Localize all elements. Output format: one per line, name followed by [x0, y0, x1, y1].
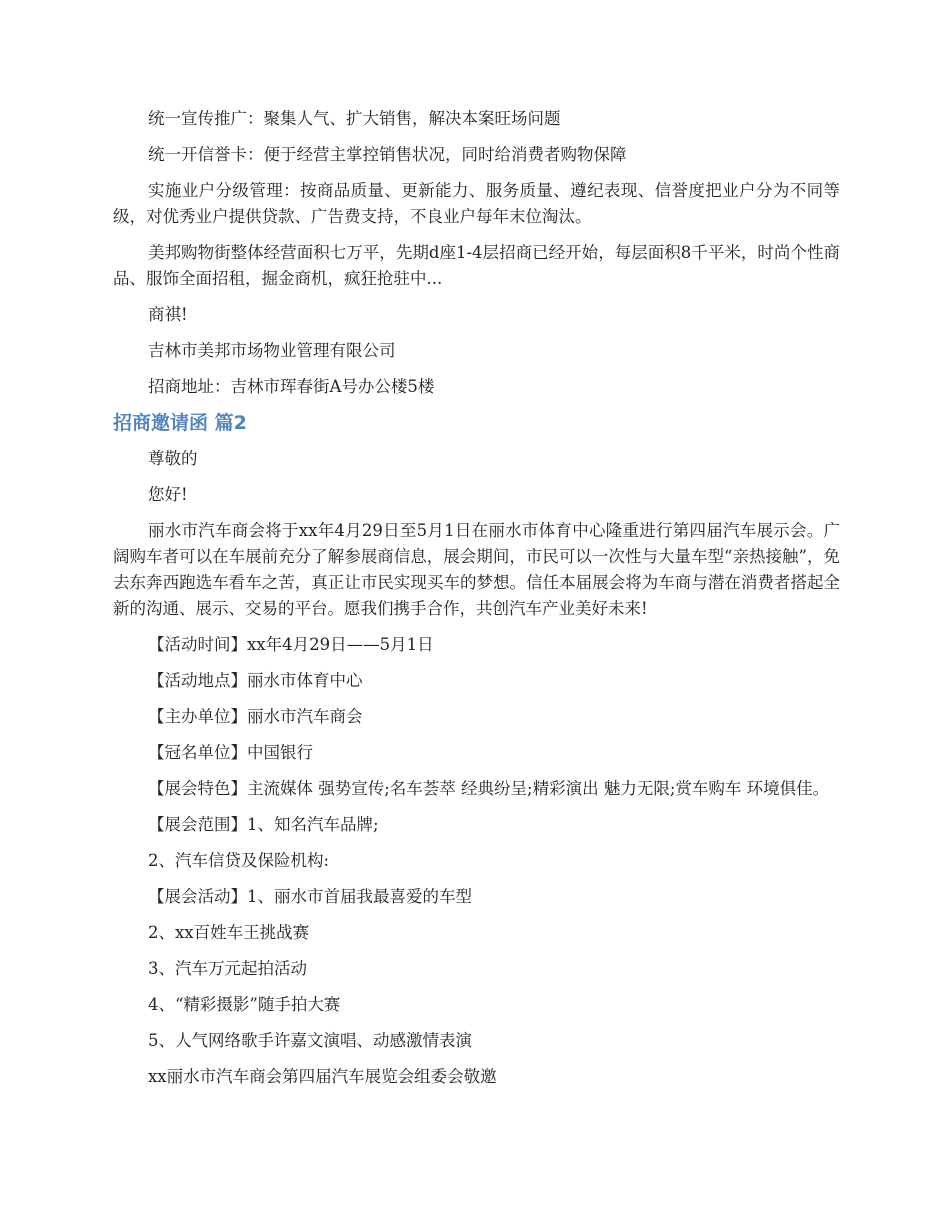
paragraph-title-sponsor: 【冠名单位】中国银行 [148, 743, 313, 762]
paragraph-scope-2: 2、汽车信贷及保险机构: [148, 851, 330, 870]
paragraph-greeting: 您好! [148, 485, 188, 504]
paragraph-activity-5: 5、人气网络歌手许嘉文演唱、动感激情表演 [148, 1031, 472, 1050]
paragraph-organizer: 【主办单位】丽水市汽车商会 [148, 707, 363, 726]
paragraph-credit-card: 统一开信誉卡：便于经营主掌控销售状况，同时给消费者购物保障 [148, 145, 627, 164]
paragraph-activity-2: 2、xx百姓车王挑战赛 [148, 923, 310, 942]
paragraph-scope-1: 【展会范围】1、知名汽车品牌; [148, 815, 379, 834]
paragraph-signature: xx丽水市汽车商会第四届汽车展览会组委会敬邀 [148, 1067, 497, 1086]
paragraph-activity-1: 【展会活动】1、丽水市首届我最喜爱的车型 [148, 887, 472, 906]
paragraph-salutation: 尊敬的 [148, 449, 198, 468]
paragraph-intro: 丽水市汽车商会将于xx年4月29日至5月1日在丽水市体育中心隆重进行第四届汽车展示会。广阔购车者可以在车展前充分了解参展商信息，展会期间，市民可以一次性与大量车型“亲热接触”，免去东奔西跑选车看车之苦，真正让市民实现买车的梦想。信任本届展会将为车商与潜在消费者搭起全新的沟通、展示、交易的平台。愿我们携手合作，共创汽车产业美好未来! [113, 521, 840, 618]
paragraph-features: 【展会特色】主流媒体 强势宣传;名车荟萃 经典纷呈;精彩演出 魅力无限;赏车购车 环境俱佳。 [148, 779, 830, 798]
document-page [113, 106, 840, 1100]
paragraph-event-time: 【活动时间】xx年4月29日——5月1日 [148, 635, 434, 654]
paragraph-activity-3: 3、汽车万元起拍活动 [148, 959, 307, 978]
paragraph-tenant-grading: 实施业户分级管理：按商品质量、更新能力、服务质量、遵纪表现、信誉度把业户分为不同等级，对优秀业户提供贷款、广告费支持，不良业户每年末位淘汰。 [113, 181, 840, 226]
paragraph-address: 招商地址：吉林市珲春街A号办公楼5楼 [148, 377, 435, 396]
paragraph-company-name: 吉林市美邦市场物业管理有限公司 [148, 341, 396, 360]
paragraph-regards: 商祺! [148, 305, 188, 324]
paragraph-unified-promotion: 统一宣传推广：聚集人气、扩大销售，解决本案旺场问题 [148, 109, 561, 128]
paragraph-shopping-street: 美邦购物街整体经营面积七万平，先期d座1-4层招商已经开始，每层面积8千平米，时尚个性商品、服饰全面招租，掘金商机，疯狂抢驻中... [113, 243, 840, 288]
paragraph-activity-4: 4、“精彩摄影”随手拍大赛 [148, 995, 341, 1014]
paragraph-event-location: 【活动地点】丽水市体育中心 [148, 671, 363, 690]
section-heading: 招商邀请函 篇2 [113, 412, 247, 434]
